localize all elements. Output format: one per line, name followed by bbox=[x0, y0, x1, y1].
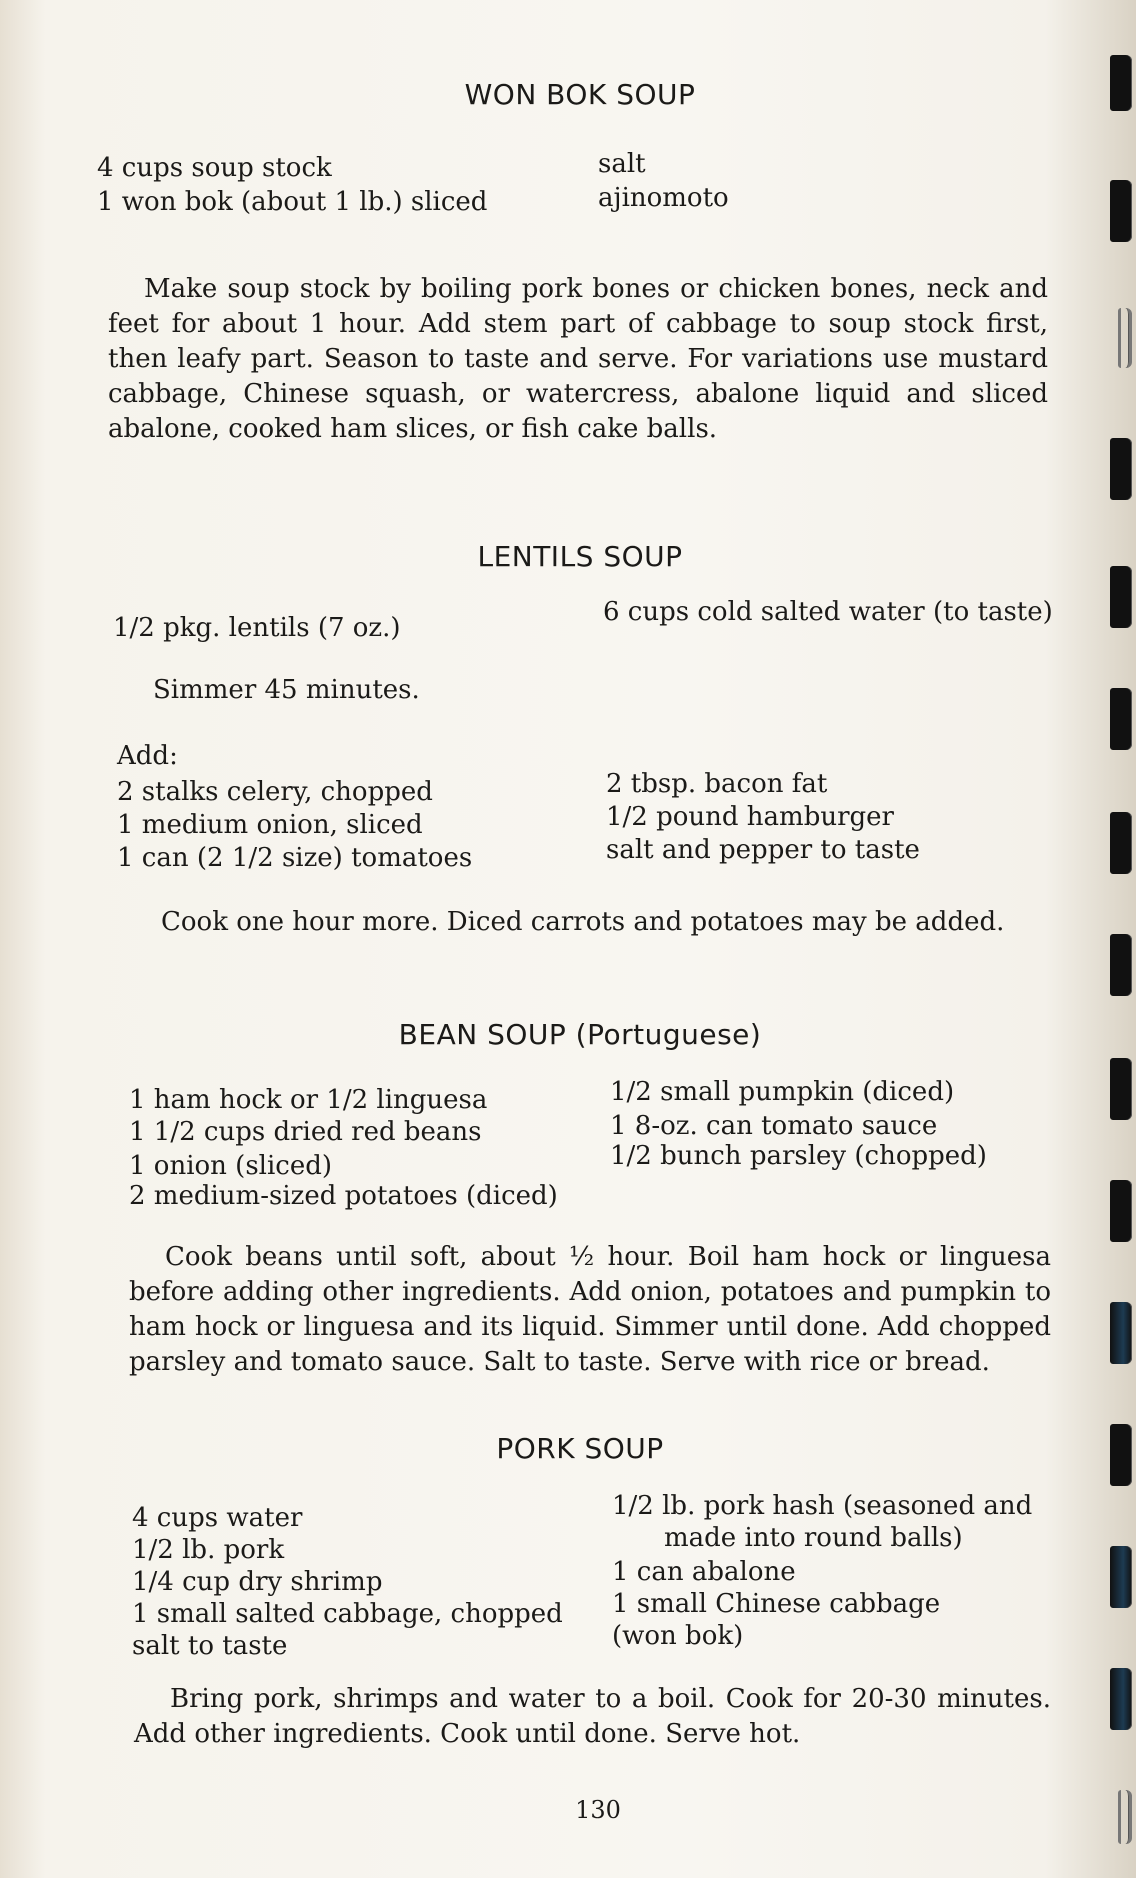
pork-title: PORK SOUP bbox=[496, 1432, 664, 1465]
binding-ring bbox=[1110, 812, 1132, 874]
binding-ring bbox=[1110, 1668, 1132, 1730]
lentils-add-ingredient: 1 medium onion, sliced bbox=[117, 810, 423, 840]
lentils-add-ingredient: 2 stalks celery, chopped bbox=[117, 777, 433, 807]
lentils-add-label: Add: bbox=[117, 741, 178, 771]
binding-ring bbox=[1110, 1058, 1132, 1120]
lentils-add-ingredient: salt and pepper to taste bbox=[606, 835, 920, 865]
bean-title: BEAN SOUP (Portuguese) bbox=[398, 1018, 762, 1051]
bean-directions: Cook beans until soft, about ½ hour. Boil ham hock or linguesa before adding other ingredients. Add onion, potatoes and pumpkin to ham hock or linguesa and its liquid. Simmer until done. Add chopped parsley and tomato sauce. Salt to taste. Serve with rice or bread. bbox=[129, 1242, 1051, 1377]
lentils-ingredient: 1/2 pkg. lentils (7 oz.) bbox=[113, 613, 401, 643]
binding-ring bbox=[1118, 1790, 1132, 1844]
pork-ingredient: made into round balls) bbox=[664, 1523, 963, 1553]
bean-ingredient: 1/2 small pumpkin (diced) bbox=[610, 1077, 955, 1107]
binding-ring bbox=[1110, 1180, 1132, 1242]
binding-ring bbox=[1118, 308, 1132, 368]
binding-ring bbox=[1110, 55, 1132, 111]
bean-ingredient: 1 onion (sliced) bbox=[129, 1151, 333, 1181]
binding-ring bbox=[1110, 180, 1132, 242]
binding-ring bbox=[1110, 1424, 1132, 1486]
won-bok-ingredient: 1 won bok (about 1 lb.) sliced bbox=[97, 187, 488, 217]
pork-directions: Bring pork, shrimps and water to a boil. Cook for 20-30 minutes. Add other ingredients. Cook until done. Serve hot. bbox=[134, 1684, 1051, 1749]
bean-ingredient: 1 ham hock or 1/2 linguesa bbox=[129, 1085, 488, 1115]
won-bok-title: WON BOK SOUP bbox=[464, 78, 696, 111]
lentils-directions: Cook one hour more. Diced carrots and potatoes may be added. bbox=[161, 907, 1005, 937]
bean-ingredient: 1/2 bunch parsley (chopped) bbox=[610, 1141, 987, 1171]
binding-ring bbox=[1110, 934, 1132, 996]
binding-ring bbox=[1110, 688, 1132, 750]
pork-ingredient: (won bok) bbox=[612, 1621, 744, 1651]
binding-ring bbox=[1110, 1546, 1132, 1608]
binding-ring bbox=[1110, 1302, 1132, 1364]
pork-ingredient: 1/2 lb. pork hash (seasoned and bbox=[612, 1491, 1033, 1521]
lentils-title: LENTILS SOUP bbox=[477, 540, 683, 573]
bean-ingredient: 1 8-oz. can tomato sauce bbox=[610, 1111, 938, 1141]
pork-ingredient: 1 small Chinese cabbage bbox=[612, 1589, 941, 1619]
lentils-simmer: Simmer 45 minutes. bbox=[153, 675, 420, 705]
lentils-ingredient: 6 cups cold salted water (to taste) bbox=[603, 597, 1053, 627]
pork-ingredient: 1/2 lb. pork bbox=[132, 1535, 285, 1565]
pork-ingredient: 1/4 cup dry shrimp bbox=[132, 1567, 383, 1597]
won-bok-ingredient: salt bbox=[598, 149, 646, 179]
lentils-add-ingredient: 2 tbsp. bacon fat bbox=[606, 769, 828, 799]
binding-ring bbox=[1110, 566, 1132, 628]
won-bok-directions: Make soup stock by boiling pork bones or chicken bones, neck and feet for about 1 hour. Add stem part of cabbage to soup stock first, then leafy part. Season to taste and serve. For variations use mustard cabbage, Chinese squash, or watercress, abalone liquid and sliced abalone, cooked ham slices, or fish cake balls. bbox=[108, 274, 1048, 444]
pork-ingredient: salt to taste bbox=[132, 1631, 288, 1661]
lentils-add-ingredient: 1/2 pound hamburger bbox=[606, 802, 894, 832]
lentils-add-ingredient: 1 can (2 1/2 size) tomatoes bbox=[117, 843, 473, 873]
binding-ring bbox=[1110, 438, 1132, 500]
won-bok-ingredient: 4 cups soup stock bbox=[97, 153, 332, 183]
pork-ingredient: 1 small salted cabbage, chopped bbox=[132, 1599, 563, 1629]
pork-ingredient: 1 can abalone bbox=[612, 1557, 796, 1587]
pork-ingredient: 4 cups water bbox=[132, 1503, 303, 1533]
won-bok-ingredient: ajinomoto bbox=[598, 183, 729, 213]
bean-ingredient: 1 1/2 cups dried red beans bbox=[129, 1117, 482, 1147]
bean-ingredient: 2 medium-sized potatoes (diced) bbox=[129, 1181, 558, 1211]
page-number: 130 bbox=[575, 1796, 621, 1824]
